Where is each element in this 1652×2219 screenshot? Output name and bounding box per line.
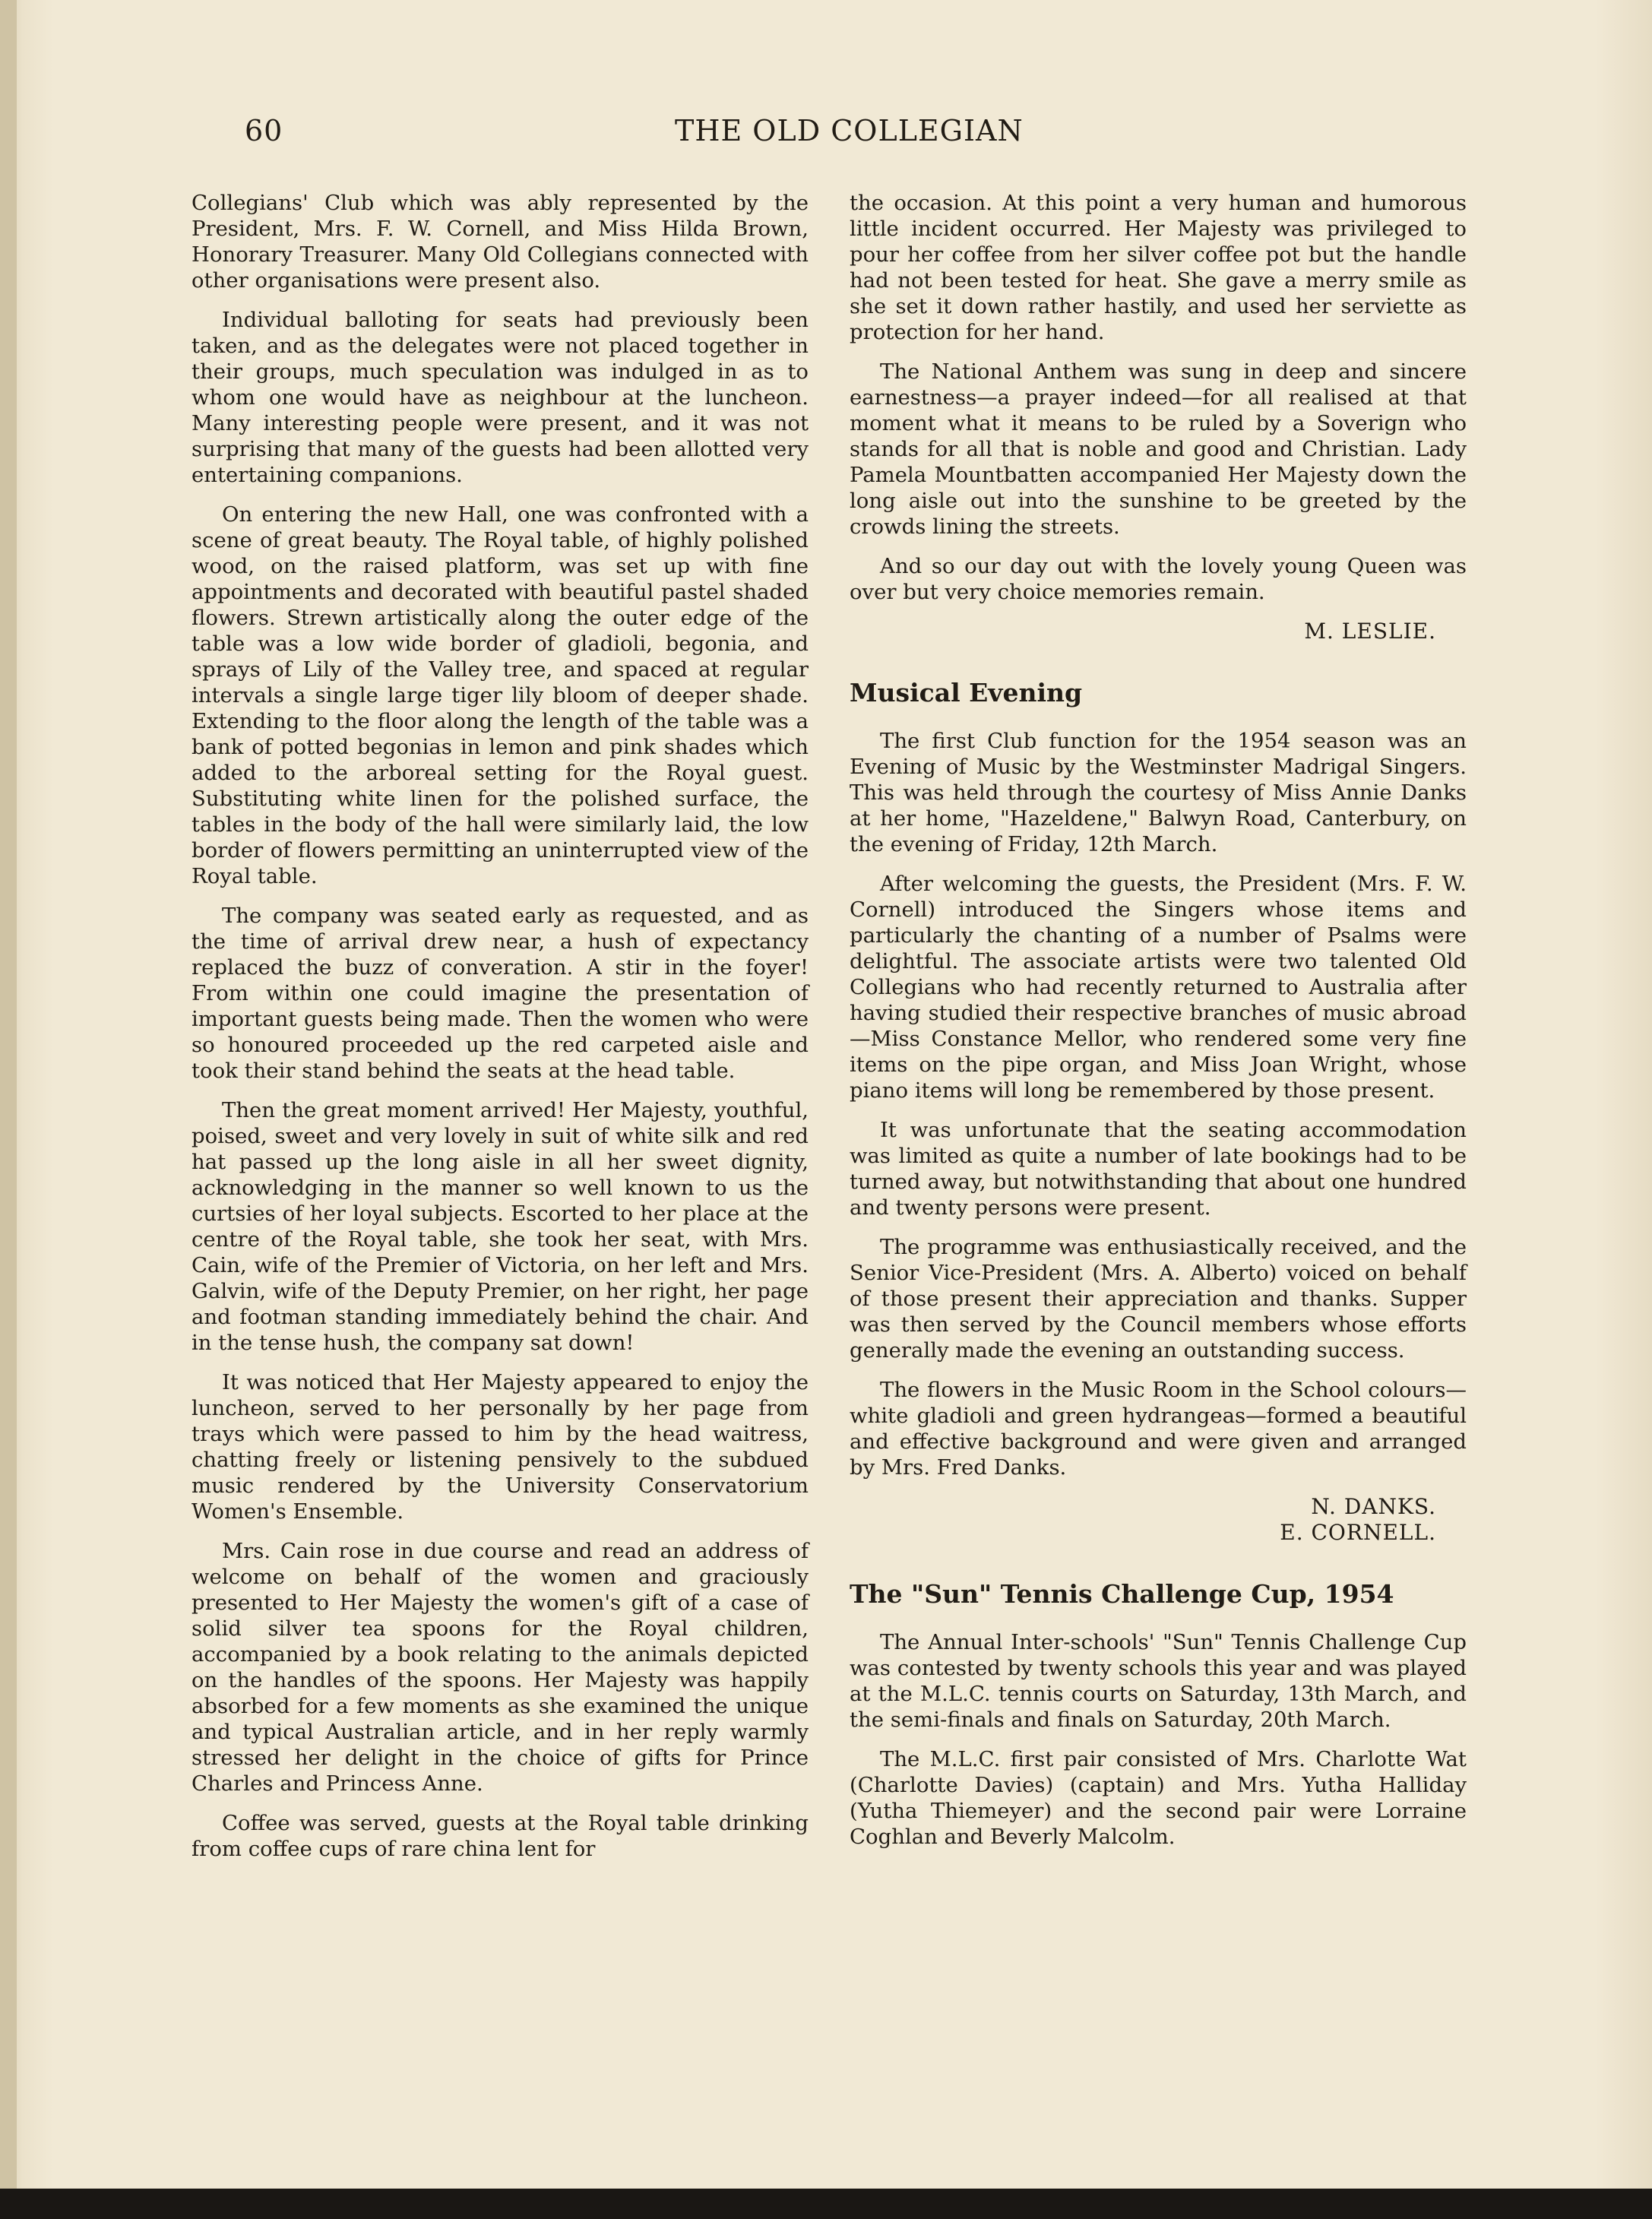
signature-block [850,1494,1467,1546]
scan-bottom-edge [0,2189,1652,2219]
signature: E. CORNELL. [1280,1520,1436,1545]
page-number: 60 [245,114,283,147]
paragraph: The flowers in the Music Room in the School colours—white gladioli and green hydrangeas—formed a beautiful and effective background and were given and arranged by Mrs. Fred Danks. [850,1378,1467,1480]
signature: M. LESLIE. [1304,619,1436,644]
paragraph: Then the great moment arrived! Her Majesty, youthful, poised, sweet and very lovely in suit of white silk and red hat passed up the long aisle in all her sweet dignity, acknowledging in the manner so well known to us the curtsies of her loyal subjects. Escorted to her place at the centre of the Royal table, she took her seat, with Mrs. Cain, wife of the Premier of Victoria, on her left and Mrs. Galvin, wife of the Deputy Premier, on her right, her page and footman standing immediately behind the chair. And in the tense hush, the company sat down! [191,1098,809,1355]
paragraph: After welcoming the guests, the President (Mrs. F. W. Cornell) introduced the Singers whose items and particularly the chanting of a number of Psalms were delightful. The associate artists were two talented Old Collegians who had recently returned to Australia after having studied their respective branches of music abroad—Miss Constance Mellor, who rendered some very fine items on the pipe organ, and Miss Joan Wright, whose piano items will long be remembered by those present. [850,872,1467,1103]
paragraph: Mrs. Cain rose in due course and read an address of welcome on behalf of the women and graciously presented to Her Majesty the women's gift of a case of solid silver tea spoons for the Royal children, accompanied by a book relating to the animals depicted on the handles of the spoons. Her Majesty was happily absorbed for a few moments as she examined the unique and typical Australian article, and in her reply warmly stressed her delight in the choice of gifts for Prince Charles and Princess Anne. [191,1539,809,1796]
paragraph: The programme was enthusiastically received, and the Senior Vice-President (Mrs. A. Alberto) voiced on behalf of those present their appreciation and thanks. Supper was then served by the Council members whose efforts generally made the evening an outstanding success. [850,1235,1467,1363]
running-title: THE OLD COLLEGIAN [675,114,1024,147]
paragraph: The first Club function for the 1954 season was an Evening of Music by the Westminster Madrigal Singers. This was held through the courtesy of Miss Annie Danks at her home, "Hazeldene," Balwyn Road, Canterbury, on the evening of Friday, 12th March. [850,729,1467,856]
paragraph: the occasion. At this point a very human and humorous little incident occurred. Her Majesty was privileged to pour her coffee from her silver coffee pot but the handle had not been tested for heat. She gave a merry smile as she set it down rather hastily, and used her serviette as protection for her hand. [850,191,1467,344]
signature: N. DANKS. [1311,1494,1436,1519]
paragraph: The M.L.C. first pair consisted of Mrs. Charlotte Wat (Charlotte Davies) (captain) and Mrs. Yutha Halliday (Yutha Thiemeyer) and the second pair were Lorraine Coghlan and Beverly Malcolm. [850,1747,1467,1849]
paragraph: The company was seated early as requested, and as the time of arrival drew near, a hush of expectancy replaced the buzz of converation. A stir in the foyer! From within one could imagine the presentation of important guests being made. Then the women who were so honoured proceeded up the red carpeted aisle and took their stand behind the seats at the head table. [191,904,809,1083]
paragraph: Coffee was served, guests at the Royal table drinking from coffee cups of rare china lent for [191,1811,809,1861]
paragraph: It was unfortunate that the seating accommodation was limited as quite a number of late bookings had to be turned away, but notwithstanding that about one hundred and twenty persons were present. [850,1118,1467,1220]
paragraph: And so our day out with the lovely young Queen was over but very choice memories remain. [850,554,1467,604]
paragraph: The Annual Inter-schools' "Sun" Tennis Challenge Cup was contested by twenty schools this year and was played at the M.L.C. tennis courts on Saturday, 13th March, and the semi-finals and finals on Saturday, 20th March. [850,1630,1467,1732]
section-heading-musical-evening: Musical Evening [850,678,1083,707]
right-column [850,190,1467,1863]
paragraph: The National Anthem was sung in deep and sincere earnestness—a prayer indeed—for all realised at that moment what it means to be ruled by a Soverign who stands for all that is noble and good and Christian. Lady Pamela Mountbatten accompanied Her Majesty down the long aisle out into the sunshine to be greeted by the crowds lining the streets. [850,359,1467,539]
paragraph: Individual balloting for seats had previously been taken, and as the delegates were not placed together in their groups, much speculation was indulged in as to whom one would have as neighbour at the luncheon. Many interesting people were present, and it was not surprising that many of the guests had been allotted very entertaining companions. [191,308,809,487]
section-heading-tennis-cup: The "Sun" Tennis Challenge Cup, 1954 [850,1579,1394,1609]
left-column [191,190,809,1876]
paragraph: Collegians' Club which was ably represented by the President, Mrs. F. W. Cornell, and Miss Hilda Brown, Honorary Treasurer. Many Old Collegians connected with other organisations were present also. [191,191,809,293]
paragraph: It was noticed that Her Majesty appeared to enjoy the luncheon, served to her personally by her page from trays which were passed to him by the head waitress, chatting freely or listening pensively to the subdued music rendered by the University Conservatorium Women's Ensemble. [191,1370,809,1524]
binding-edge [0,0,17,2219]
paragraph: On entering the new Hall, one was confronted with a scene of great beauty. The Royal table, of highly polished wood, on the raised platform, was set up with fine appointments and decorated with beautiful pastel shaded flowers. Strewn artistically along the outer edge of the table was a low wide border of gladioli, begonia, and sprays of Lily of the Valley tree, and spaced at regular intervals a single large tiger lily bloom of deeper shade. Extending to the floor along the length of the table was a bank of potted begonias in lemon and pink shades which added to the arboreal setting for the Royal guest. Substituting white linen for the polished surface, the tables in the body of the hall were similarly laid, the low border of flowers permitting an uninterrupted view of the Royal table. [191,502,809,888]
